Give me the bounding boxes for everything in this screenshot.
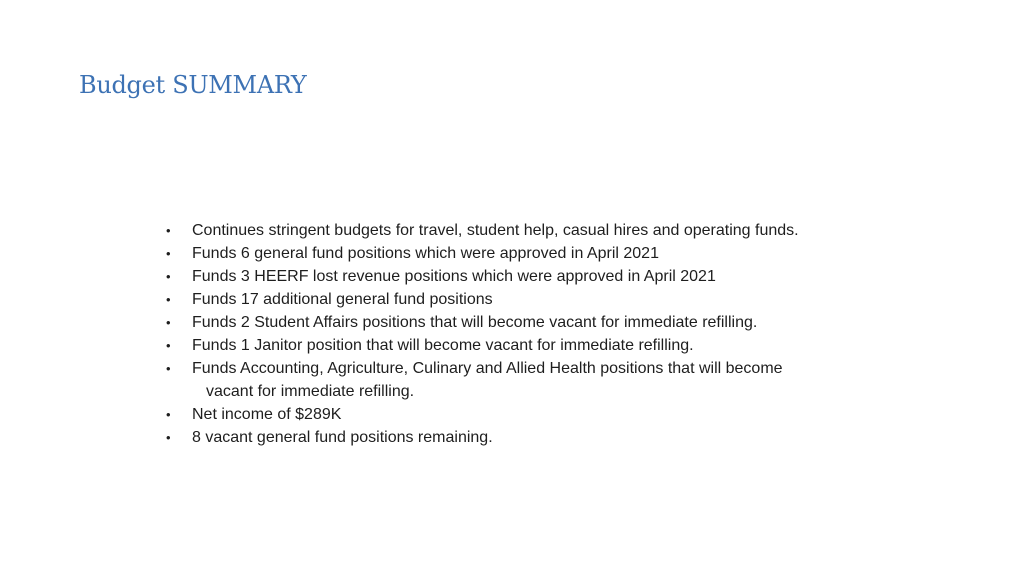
bullet-icon: • [166,292,171,307]
list-item [166,334,886,357]
bullet-text: Funds 17 additional general fund positions [192,291,493,308]
list-item [166,219,886,242]
bullet-text: Net income of $289K [192,406,342,423]
bullet-icon: • [166,223,171,238]
bullet-icon: • [166,246,171,261]
list-item [166,265,886,288]
slide-title: Budget SUMMARY [79,71,307,99]
bullet-text: Funds 2 Student Affairs positions that will become vacant for immediate refilling. [192,314,758,331]
bullet-text: 8 vacant general fund positions remaining. [192,429,493,446]
summary-bullet-list [166,219,886,449]
list-item [166,403,886,426]
list-item [166,242,886,265]
bullet-text: Funds 6 general fund positions which were approved in April 2021 [192,245,659,262]
list-item [166,426,886,449]
bullet-text [192,360,886,403]
bullet-icon: • [166,315,171,330]
bullet-icon: • [166,338,171,353]
list-item [166,311,886,334]
bullet-icon: • [166,361,171,376]
list-item [166,357,886,403]
bullet-icon: • [166,430,171,445]
bullet-icon: • [166,407,171,422]
bullet-text: Funds 3 HEERF lost revenue positions which were approved in April 2021 [192,268,716,285]
bullet-icon: • [166,269,171,284]
list-item [166,288,886,311]
bullet-text: Continues stringent budgets for travel, student help, casual hires and operating funds. [192,222,799,239]
bullet-text-line: Funds Accounting, Agriculture, Culinary and Allied Health positions that will become [192,360,783,377]
bullet-text-continuation: vacant for immediate refilling. [206,383,415,400]
bullet-text: Funds 1 Janitor position that will become vacant for immediate refilling. [192,337,694,354]
